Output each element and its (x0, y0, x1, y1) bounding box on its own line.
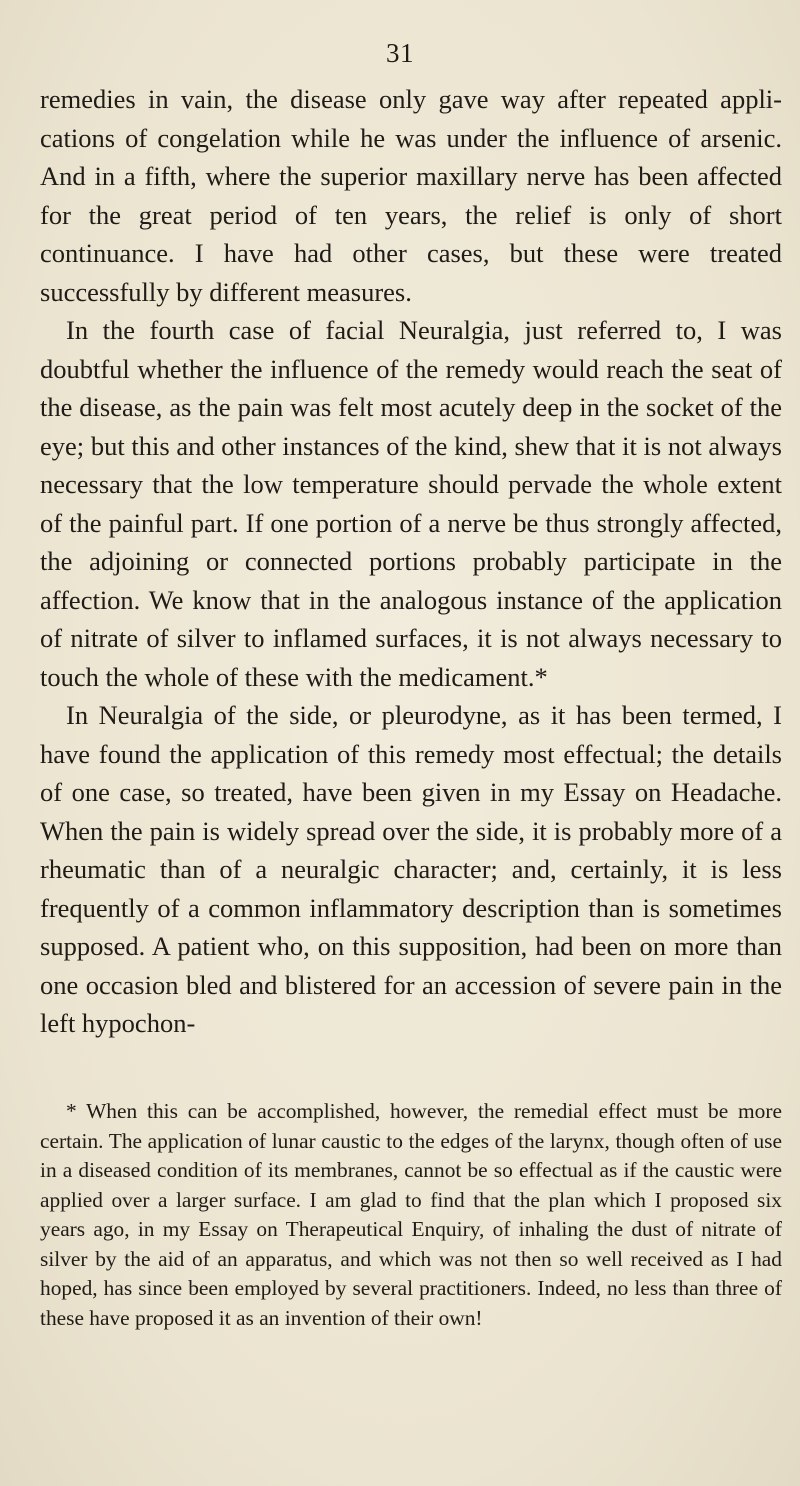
footnote (40, 1097, 782, 1333)
body-text (40, 80, 782, 1043)
paragraph-facial-neuralgia: In the fourth case of facial Neuralgia, just referred to, I was doubtful whether the influence of the remedy would reach the seat of the disease, as the pain was felt most acutely deep in the socket of the eye; but this and other instances of the kind, shew that it is not always necessary that the low temperature should pervade the whole extent of the painful part. If one portion of a nerve be thus strongly affected, the adjoining or connected portions probably participate in the affection. We know that in the analogous instance of the application of nitrate of silver to inflamed surfaces, it is not always necessary to touch the whole of these with the medicament.* (40, 315, 782, 692)
footnote-text: * When this can be accomplished, however, the remedial effect must be more certain. The application of lunar caustic to the edges of the larynx, though often of use in a diseased condition of its membranes, cannot be so effectual as if the caustic were applied over a larger surface. I am glad to find that the plan which I proposed six years ago, in my Essay on Therapeutical Enquiry, of inhaling the dust of nitrate of silver by the aid of an apparatus, and which was not then so well received as I had hoped, has since been employed by several practitioners. Indeed, no less than three of these have proposed it as an invention of their own! (40, 1099, 782, 1330)
page-number: 31 (386, 38, 414, 68)
paragraph-neuralgia-of-side: In Neuralgia of the side, or pleurodyne, as it has been termed, I have found the application of this remedy most effectual; the details of one case, so treated, have been given in my Essay on Headache. When the pain is widely spread over the side, it is probably more of a rheumatic than of a neuralgic character; and, certainly, it is less frequently of a common inflammatory description than is sometimes supposed. A patient who, on this supposition, had been on more than one occasion bled and blistered for an accession of severe pain in the left hypochon- (40, 700, 782, 1038)
paragraph-continuation: remedies in vain, the disease only gave way after repeated applications of congelation while he was under the influence of arsenic. And in a fifth, where the superior maxillary nerve has been affected for the great period of ten years, the relief is only of short continuance. I have had other cases, but these were treated successfully by different measures. (40, 84, 782, 307)
